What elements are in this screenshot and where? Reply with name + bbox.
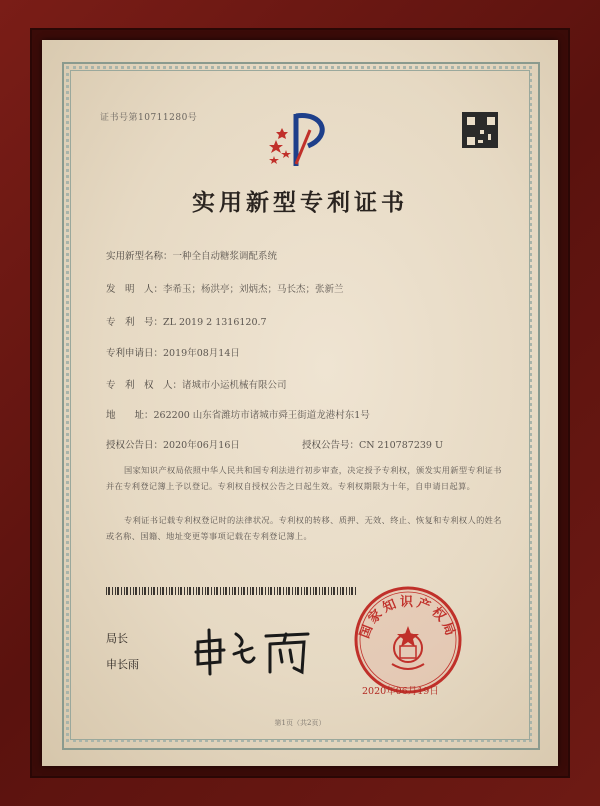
field-address bbox=[106, 407, 370, 421]
field-grant-date bbox=[106, 437, 443, 451]
handwritten-signature bbox=[190, 620, 320, 680]
field-value: 262200 山东省潍坊市诸城市舜王街道龙港村东1号 bbox=[153, 410, 370, 421]
field-patentee bbox=[106, 377, 287, 391]
field-label: 专利申请日： bbox=[106, 348, 164, 359]
field-application-date bbox=[106, 345, 240, 359]
director-name: 申长雨 bbox=[106, 658, 139, 671]
body-paragraph: 国家知识产权局依照中华人民共和国专利法进行初步审查，决定授予专利权，颁发实用新型专利证书并在专利登记簿上予以登记。专利权自授权公告之日起生效。专利权期限为十年，自申请日起算。 bbox=[106, 465, 502, 491]
certificate-title: 实用新型专利证书 bbox=[192, 189, 408, 216]
certificate-number: 证书号第10711280号 bbox=[100, 113, 198, 123]
field-patent-number bbox=[106, 314, 267, 328]
seal-date: 2020年06月19日 bbox=[362, 686, 439, 697]
official-seal bbox=[352, 584, 464, 696]
field-value: ZL 2019 2 1316120.7 bbox=[163, 317, 267, 328]
field-value: CN 210787239 U bbox=[358, 440, 443, 451]
field-value: 一种全自动糖浆调配系统 bbox=[172, 251, 278, 262]
field-value: 诸城市小运机械有限公司 bbox=[182, 380, 287, 391]
director-title: 局长 bbox=[106, 632, 128, 645]
patent-office-logo-icon bbox=[262, 106, 342, 176]
field-label: 授权公告号： bbox=[301, 440, 359, 451]
field-value: 李希玉；杨洪亭；刘炳杰；马长杰；张新兰 bbox=[163, 284, 344, 295]
field-label: 实用新型名称： bbox=[106, 251, 173, 262]
page-number: 第1页（共2页） bbox=[274, 719, 326, 727]
field-utility-model-name bbox=[106, 248, 277, 262]
field-inventors bbox=[106, 281, 344, 295]
body-paragraph: 专利证书记载专利权登记时的法律状况。专利权的转移、质押、无效、终止、恢复和专利权人的姓名或名称、国籍、地址变更等事项记载在专利登记簿上。 bbox=[106, 515, 502, 541]
field-label: 发 明 人： bbox=[106, 284, 164, 295]
seal-text: 国家知识产权局 bbox=[357, 595, 459, 641]
qr-code-icon bbox=[462, 112, 498, 148]
field-label: 专 利 权 人： bbox=[106, 380, 183, 391]
field-label: 地 址： bbox=[106, 410, 154, 421]
field-label: 专 利 号： bbox=[106, 317, 164, 328]
field-value: 2019年08月14日 bbox=[163, 348, 240, 359]
barcode-icon bbox=[106, 587, 358, 595]
field-label: 授权公告日： bbox=[106, 440, 164, 451]
field-value: 2020年06月16日 bbox=[163, 440, 240, 451]
